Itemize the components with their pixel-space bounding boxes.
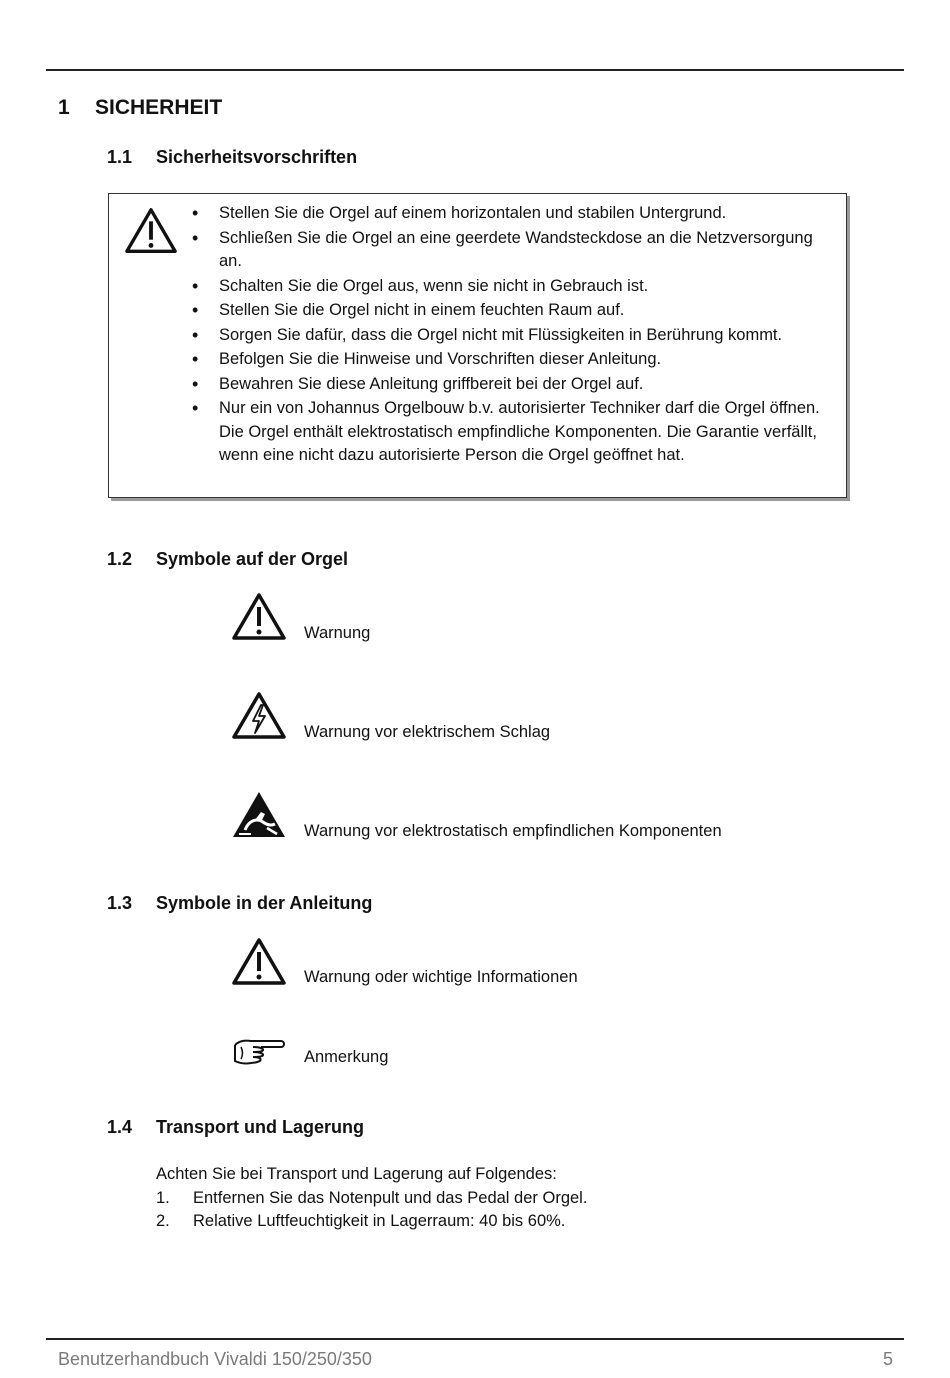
section-heading-1-2 [107, 549, 348, 570]
symbol-row-warning [231, 592, 851, 652]
warning-triangle-icon [231, 592, 287, 642]
section-heading-1-3 [107, 893, 372, 914]
list-item: • Stellen Sie die Orgel nicht in einem feuchten Raum auf. [219, 299, 828, 323]
warning-triangle-icon [124, 206, 178, 256]
chapter-heading [58, 96, 222, 120]
symbol-row-note [231, 1035, 851, 1095]
footer-rule [46, 1338, 904, 1340]
electric-shock-icon [231, 691, 287, 741]
symbol-label: Anmerkung [304, 1048, 389, 1066]
symbol-label: Warnung oder wichtige Informationen [304, 968, 578, 986]
section-number: 1.3 [107, 893, 133, 913]
symbol-row-esd [231, 790, 851, 850]
list-item: • Befolgen Sie die Hinweise und Vorschriften dieser Anleitung. [219, 348, 828, 372]
symbol-label: Warnung vor elektrischem Schlag [304, 723, 551, 741]
safety-rules-box [108, 193, 847, 498]
warning-triangle-icon [231, 937, 287, 987]
step-text: Entfernen Sie das Notenpult und das Pedal der Orgel. [193, 1188, 588, 1207]
list-item: • Schließen Sie die Orgel an eine geerdete Wandsteckdose an die Netzversorgung an. [219, 227, 828, 274]
step-number: 1. [156, 1188, 170, 1207]
footer-title: Benutzerhandbuch Vivaldi 150/250/350 [58, 1349, 372, 1369]
section-title: Sicherheitsvorschriften [156, 147, 358, 167]
list-item: • Schalten Sie die Orgel aus, wenn sie nicht in Gebrauch ist. [219, 275, 828, 299]
list-item: • Nur ein von Johannus Orgelbouw b.v. autorisierter Techniker darf die Orgel öffnen. Die Orgel enthält elektrostatisch empfindliche Komponenten. Die Garantie verfällt, wenn eine nicht dazu autorisierte Person die Orgel geöffnet hat. [219, 397, 828, 468]
symbol-label: Warnung [304, 624, 371, 642]
section-title: Symbole auf der Orgel [156, 549, 349, 569]
section-number: 1.4 [107, 1117, 133, 1137]
esd-icon [231, 790, 287, 840]
safety-rules-list [219, 202, 828, 469]
transport-content [156, 1163, 587, 1234]
list-item [156, 1187, 587, 1211]
pointing-hand-icon [231, 1035, 287, 1069]
list-item [156, 1210, 587, 1234]
transport-steps [156, 1187, 587, 1234]
header-rule [46, 69, 904, 71]
section-number: 1.2 [107, 549, 133, 569]
step-number: 2. [156, 1212, 170, 1230]
chapter-title: SICHERHEIT [95, 96, 223, 119]
list-item: • Sorgen Sie dafür, dass die Orgel nicht mit Flüssigkeiten in Berührung kommt. [219, 324, 828, 348]
section-title: Transport und Lagerung [156, 1117, 365, 1137]
section-heading-1-1 [107, 147, 357, 168]
list-item: • Stellen Sie die Orgel auf einem horizontalen und stabilen Untergrund. [219, 202, 828, 226]
section-number: 1.1 [107, 147, 133, 167]
page-number: 5 [882, 1349, 893, 1369]
symbol-label: Warnung vor elektrostatisch empfindlichen Komponenten [304, 822, 722, 840]
section-title: Symbole in der Anleitung [156, 893, 373, 913]
section-heading-1-4 [107, 1117, 364, 1138]
transport-intro: Achten Sie bei Transport und Lagerung auf Folgendes: [156, 1165, 557, 1183]
step-text: Relative Luftfeuchtigkeit in Lagerraum: 40 bis 60%. [193, 1212, 566, 1230]
chapter-number: 1 [58, 96, 70, 119]
symbol-row-electric [231, 691, 851, 751]
list-item: • Bewahren Sie diese Anleitung griffbereit bei der Orgel auf. [219, 373, 828, 397]
symbol-row-important [231, 937, 851, 997]
